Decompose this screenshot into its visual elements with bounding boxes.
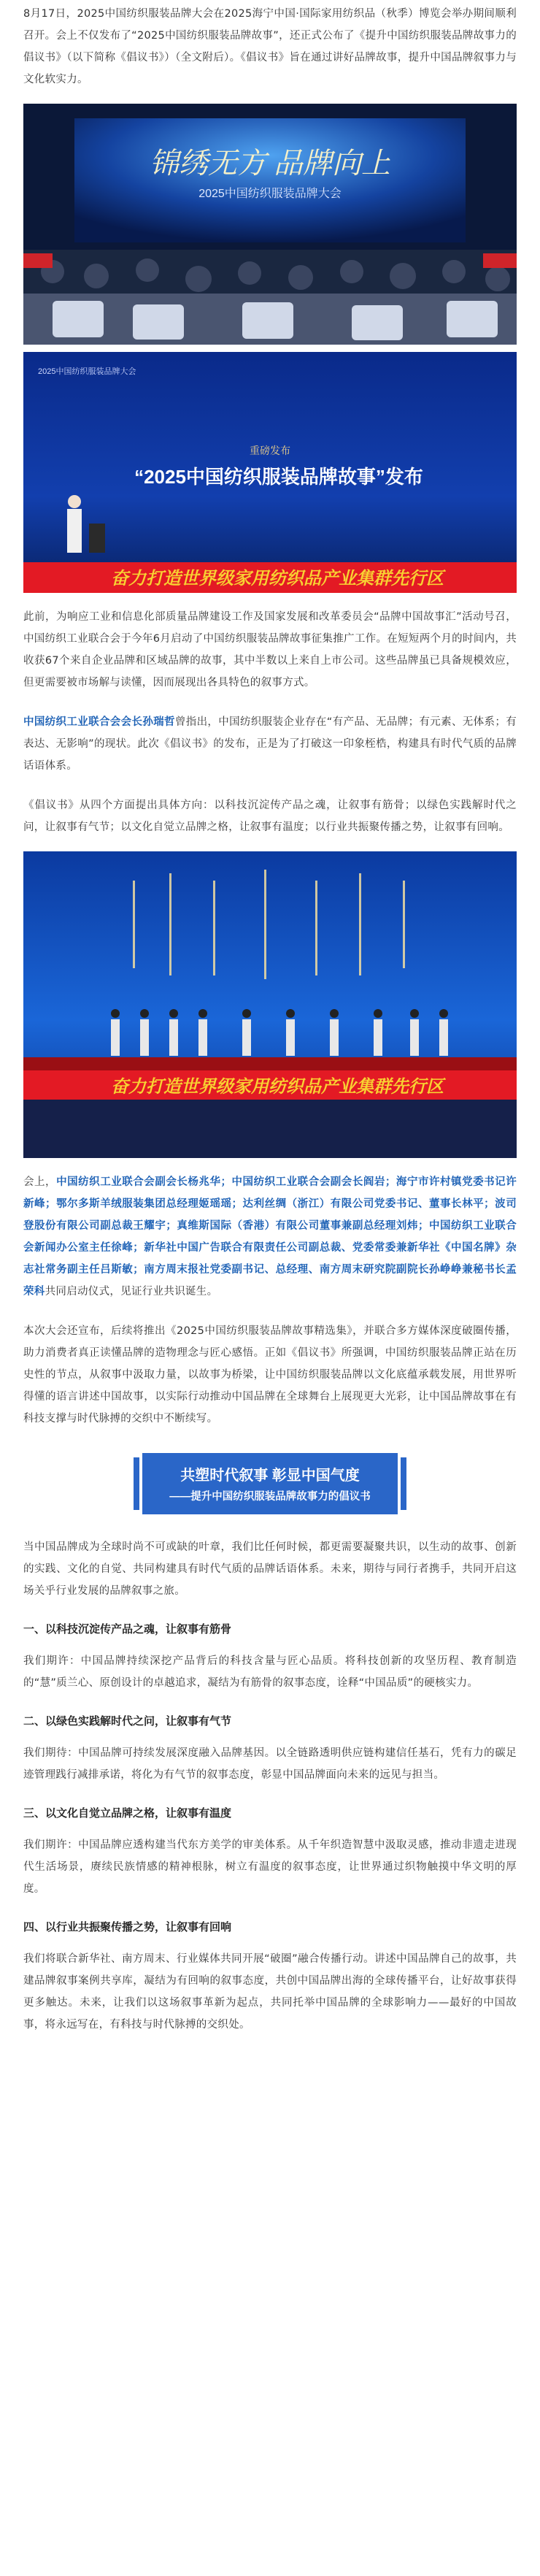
attendees-prefix: 会上， — [23, 1176, 57, 1188]
photo1-banner-line1: 锦绣无方 品牌向上 — [150, 147, 390, 180]
section-heading: 四、以行业共振聚传播之势，让叙事有回响 — [23, 1920, 232, 1933]
section-body: 我们期许：中国品牌应透构建当代东方美学的审美体系。从千年织造智慧中汲取灵感，推动非遗走进现代生活场景，赓续民族情感的精神根脉，树立有温度的叙事态度，让世界通过织物触摸中华文明的厚度。 — [23, 1839, 517, 1895]
photo2-banner: 奋力打造世界级家用纺织品产业集群先行区 — [111, 569, 444, 589]
quote-rest: 曾指出，中国纺织服装企业存在“有产品、无品牌；有元素、无体系；有表达、无影响”的现状。此次《倡议书》的发布，正是为了打破这一印象桎梏，构建具有时代气质的品牌话语体系。 — [23, 716, 517, 772]
proposal-intro: 当中国品牌成为全球时尚不可或缺的叶章，我们比任何时候，都更需要凝聚共识，以生动的故事、创新的实践、文化的自觉、共同构建具有时代气质的品牌话语体系。未来，期待与同行者携手，共同开启这场关乎行业发展的品牌叙事之旅。 — [23, 1541, 517, 1597]
conference-hall-photo — [23, 104, 517, 345]
quote-paragraph — [23, 711, 517, 777]
attendees-names: 中国纺织工业联合会副会长杨兆华；中国纺织工业联合会副会长阎岩；海宁市许村镇党委书记许新峰；鄂尔多斯羊绒服装集团总经理姬瑶瑶；达利丝绸（浙江）有限公司党委书记、董事长林平；波司登股份有限公司副总裁王耀宇；真维斯国际（香港）有限公司董事兼副总经理刘炜；中国纺织工业联合会新闻办公室主任徐峰；新华社中国广告联合有限责任公司副总裁、党委常委兼新华社《中国名牌》杂志社常务副主任吕斯敏；南方周末报社党委副书记、总经理、南方周末研究院副院长孙峥峥兼秘书长孟荣科 — [23, 1176, 517, 1297]
background-paragraph: 此前，为响应工业和信息化部质量品牌建设工作及国家发展和改革委员会“品牌中国故事汇”活动号召，中国纺织工业联合会于今年6月启动了中国纺织服装品牌故事征集推广工作。在短短两个月的时间内，共收获67个来自企业品牌和区域品牌的故事，其中半数以上来自上市公司。这些品牌虽已具备规模效应，但更需要被市场解与读懂，因而展现出各具特色的叙事方式。 — [23, 611, 517, 689]
photo3-banner: 奋力打造世界级家用纺织品产业集群先行区 — [111, 1077, 444, 1097]
attendees-paragraph — [23, 1171, 517, 1303]
proposal-title-line1: 共塑时代叙事 彰显中国气度 — [180, 1468, 360, 1484]
section-body: 我们期许：中国品牌持续深挖产品背后的科技含量与匠心品质。将科技创新的攻坚历程、教育制造的“慧”质兰心、原创设计的卓越追求，凝结为有筋骨的叙事态度，诠释“中国品质”的硬核实力。 — [23, 1655, 517, 1689]
photo1-banner-line2: 2025中国纺织服装品牌大会 — [198, 188, 342, 200]
section-heading: 二、以绿色实践解时代之问，让叙事有气节 — [23, 1714, 232, 1728]
photo2-headline: “2025中国纺织服装品牌故事”发布 — [134, 466, 423, 488]
proposal-section — [23, 1916, 517, 2036]
launch-stage-photo — [23, 352, 517, 593]
proposal-section — [23, 1618, 517, 1694]
ceremony-photo — [23, 851, 517, 1158]
section-body: 我们将联合新华社、南方周末、行业媒体共同开展“破圈”融合传播行动。讲述中国品牌自己的故事，共建品牌叙事案例共享库，凝结为有回响的叙事态度，共创中国品牌出海的全球传播平台，让好故事获得更多触达。未来，让我们以这场叙事革新为起点，共同托举中国品牌的全球影响力——最好的中国故事，将永远写在，有科技与时代脉搏的交织处。 — [23, 1953, 517, 2031]
proposal-section — [23, 1802, 517, 1900]
proposal-section — [23, 1710, 517, 1786]
section-body: 我们期待：中国品牌可持续发展深度融入品牌基因。以全链路透明供应链构建信任基石，凭有力的碳足迹管理践行减排承诺，将化为有气节的叙事态度，彰显中国品牌面向未来的远见与担当。 — [23, 1747, 517, 1781]
directions-paragraph: 《倡议书》从四个方面提出具体方向：以科技沉淀传产品之魂，让叙事有筋骨；以绿色实践解时代之问，让叙事有气节；以文化自觉立品牌之格，让叙事有温度；以行业共振聚传播之势，让叙事有回响。 — [23, 800, 517, 833]
attendees-suffix: 共同启动仪式，见证行业共识诞生。 — [45, 1286, 218, 1297]
intro-paragraph: 8月17日，2025中国纺织服装品牌大会在2025海宁中国·国际家用纺织品（秋季）博览会举办期间顺利召开。会上不仅发布了“2025中国纺织服装品牌故事”，还正式公布了《提升中国纺织服装品牌故事力的倡议书》（以下简称《倡议书》）（全文附后）。《倡议书》旨在通过讲好品牌故事，提升中国品牌叙事力与文化软实力。 — [23, 8, 517, 85]
outlook-paragraph: 本次大会还宣布，后续将推出《2025中国纺织服装品牌故事精选集》，并联合多方媒体深度破圈传播，助力消费者真正读懂品牌的造物理念与匠心感悟。正如《倡议书》所强调，中国纺织服装品牌正站在历史性的节点，从叙事中汲取力量，以故事为桥梁，让中国纺织服装品牌以文化底蕴承载发展，用世界听得懂的语言讲述中国故事，以实际行动推动中国品牌在全球舞台上展现更大光彩，让中国品牌故事在有科技支撑与时代脉搏的交织中不断续写。 — [23, 1325, 517, 1425]
section-heading: 三、以文化自觉立品牌之格，让叙事有温度 — [23, 1806, 232, 1820]
photo2-subtitle: 重磅发布 — [250, 445, 290, 456]
quote-speaker: 中国纺织工业联合会会长孙瑞哲 — [23, 716, 175, 728]
section-heading: 一、以科技沉淀传产品之魂，让叙事有筋骨 — [23, 1622, 232, 1636]
photo2-corner-text: 2025中国纺织服装品牌大会 — [38, 367, 136, 376]
proposal-title-line2: ——提升中国纺织服装品牌故事力的倡议书 — [169, 1491, 371, 1503]
proposal-title-banner — [142, 1453, 398, 1514]
